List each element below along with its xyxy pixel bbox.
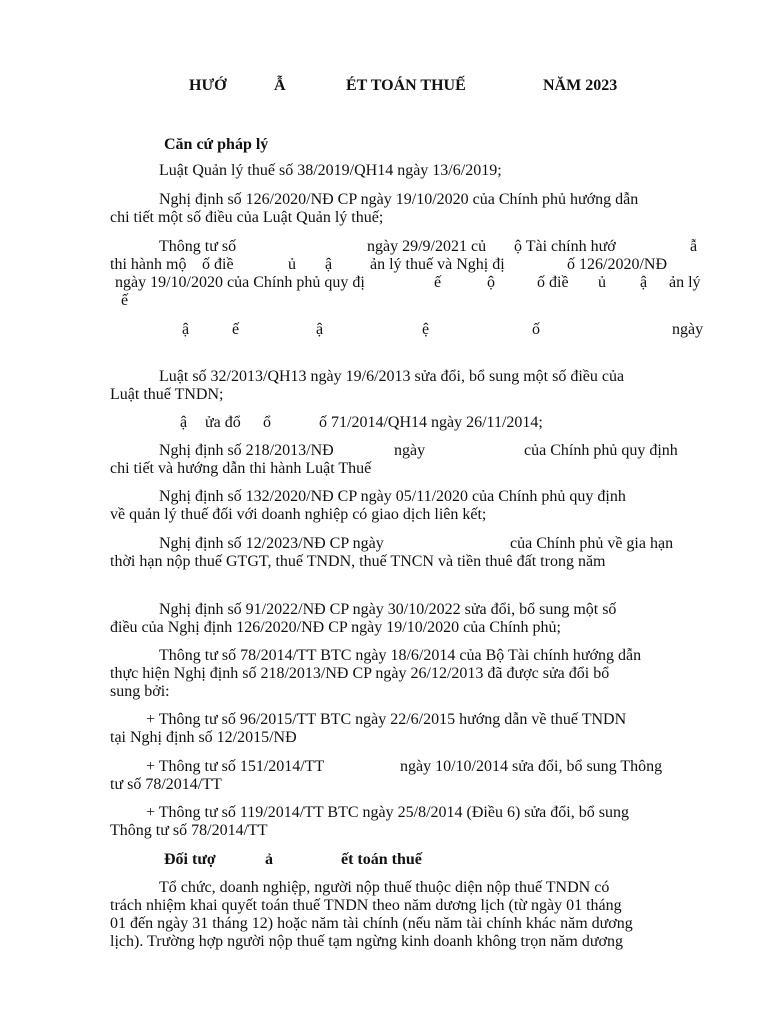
text-fragment: ngày 19/10/2020 của Chính phủ quy đị: [115, 274, 365, 291]
text-line: Nghị định số 132/2020/NĐ CP ngày 05/11/2020 của Chính phủ quy định: [159, 488, 626, 505]
text-fragment: ế: [232, 321, 240, 338]
text-fragment: ngày: [672, 321, 704, 338]
text-fragment: ố điề: [202, 256, 234, 273]
text-line: + Thông tư số 119/2014/TT BTC ngày 25/8/2014 (Điều 6) sửa đổi, bổ sung: [146, 804, 629, 821]
text-fragment: ố điề: [537, 274, 569, 291]
text-fragment: ủ: [598, 274, 606, 291]
text-fragment: thi hành mộ: [110, 256, 187, 273]
text-fragment: ậ: [316, 321, 324, 338]
text-fragment: ế: [434, 274, 442, 291]
text-line: thực hiện Nghị định số 218/2013/NĐ CP ngày 26/12/2013 đã được sửa đổi bổ: [110, 665, 610, 682]
text-line: Luật thuế TNDN;: [110, 386, 224, 403]
text-fragment: ẫ: [690, 238, 698, 255]
text-line: + Thông tư số 96/2015/TT BTC ngày 22/6/2015 hướng dẫn về thuế TNDN: [146, 711, 627, 728]
text-line: chi tiết và hướng dẫn thi hành Luật Thuế: [110, 460, 372, 477]
text-fragment: ộ Tài chính hướ: [514, 238, 616, 255]
text-fragment: ố 71/2014/QH14 ngày 26/11/2014;: [319, 414, 543, 431]
text-fragment: ản lý: [669, 274, 701, 291]
text-fragment: Thông tư số: [159, 238, 237, 255]
text-fragment: ngày 10/10/2014 sửa đổi, bổ sung Thông: [400, 758, 663, 775]
text-fragment: + Thông tư số 151/2014/TT: [146, 758, 325, 775]
text-line: Nghị định số 91/2022/NĐ CP ngày 30/10/2022 sửa đổi, bổ sung một số: [159, 601, 617, 618]
section-heading-subject-fragment: ết toán thuế: [341, 851, 422, 868]
title-part-4: NĂM 2023: [543, 77, 618, 94]
text-line: trách nhiệm khai quyết toán thuế TNDN theo năm dương lịch (từ ngày 01 tháng: [110, 897, 622, 914]
text-fragment: ố: [532, 321, 540, 338]
text-line: tư số 78/2014/TT: [110, 776, 222, 793]
text-fragment: của Chính phủ quy định: [524, 442, 678, 459]
text-fragment: ệ: [422, 321, 430, 338]
text-line: Luật Quản lý thuế số 38/2019/QH14 ngày 13/6/2019;: [159, 162, 502, 179]
text-line: lịch). Trường hợp người nộp thuế tạm ngừng kinh doanh không trọn năm dương: [110, 933, 623, 950]
text-fragment: Nghị định số 218/2013/NĐ: [159, 442, 334, 459]
title-part-3: ÉT TOÁN THUẾ: [346, 77, 466, 94]
text-line: thời hạn nộp thuế GTGT, thuế TNDN, thuế TNCN và tiền thuê đất trong năm: [110, 553, 606, 570]
text-line: về quản lý thuế đối với doanh nghiệp có giao dịch liên kết;: [110, 506, 487, 523]
text-fragment: ủ: [288, 256, 296, 273]
title-part-2: Ẫ: [274, 77, 286, 94]
text-fragment: của Chính phủ về gia hạn: [510, 535, 674, 552]
text-line: 01 đến ngày 31 tháng 12) hoặc năm tài chính (nếu năm tài chính khác năm dương: [110, 915, 633, 932]
text-line: Nghị định số 126/2020/NĐ CP ngày 19/10/2020 của Chính phủ hướng dẫn: [159, 191, 639, 208]
text-fragment: ậ: [180, 414, 188, 431]
text-fragment: ậ: [640, 274, 648, 291]
text-fragment: ậ: [325, 256, 333, 273]
text-fragment: ngày 29/9/2021 củ: [367, 238, 487, 255]
section-heading-legal-basis: Căn cứ pháp lý: [164, 136, 269, 153]
section-heading-subject: Đối tượ: [164, 851, 216, 868]
text-line: sung bởi:: [110, 683, 170, 700]
text-line: tại Nghị định số 12/2015/NĐ: [110, 729, 297, 746]
text-fragment: ản lý thuế và Nghị đị: [370, 256, 505, 273]
text-fragment: Nghị định số 12/2023/NĐ CP ngày: [159, 535, 384, 552]
text-line: Luật số 32/2013/QH13 ngày 19/6/2013 sửa đổi, bổ sung một số điều của: [159, 368, 625, 385]
text-fragment: ngày: [394, 442, 426, 459]
text-line: Thông tư số 78/2014/TT BTC ngày 18/6/2014 của Bộ Tài chính hướng dẫn: [159, 647, 642, 664]
text-fragment: ộ: [487, 274, 495, 291]
text-fragment: ố 126/2020/NĐ: [567, 256, 667, 273]
text-line: Thông tư số 78/2014/TT: [110, 822, 268, 839]
text-line: Tổ chức, doanh nghiệp, người nộp thuế thuộc diện nộp thuế TNDN có: [159, 879, 610, 896]
title-part-1: HƯỚ: [189, 77, 227, 94]
section-heading-subject-fragment: ả: [265, 851, 273, 868]
text-fragment: ổ: [263, 414, 271, 431]
text-line: chi tiết một số điều của Luật Quản lý thuế;: [110, 209, 384, 226]
text-fragment: ế: [121, 292, 129, 309]
text-fragment: ửa đổ: [205, 414, 241, 431]
text-fragment: ậ: [182, 321, 190, 338]
text-line: điều của Nghị định 126/2020/NĐ CP ngày 19/10/2020 của Chính phủ;: [110, 619, 561, 636]
